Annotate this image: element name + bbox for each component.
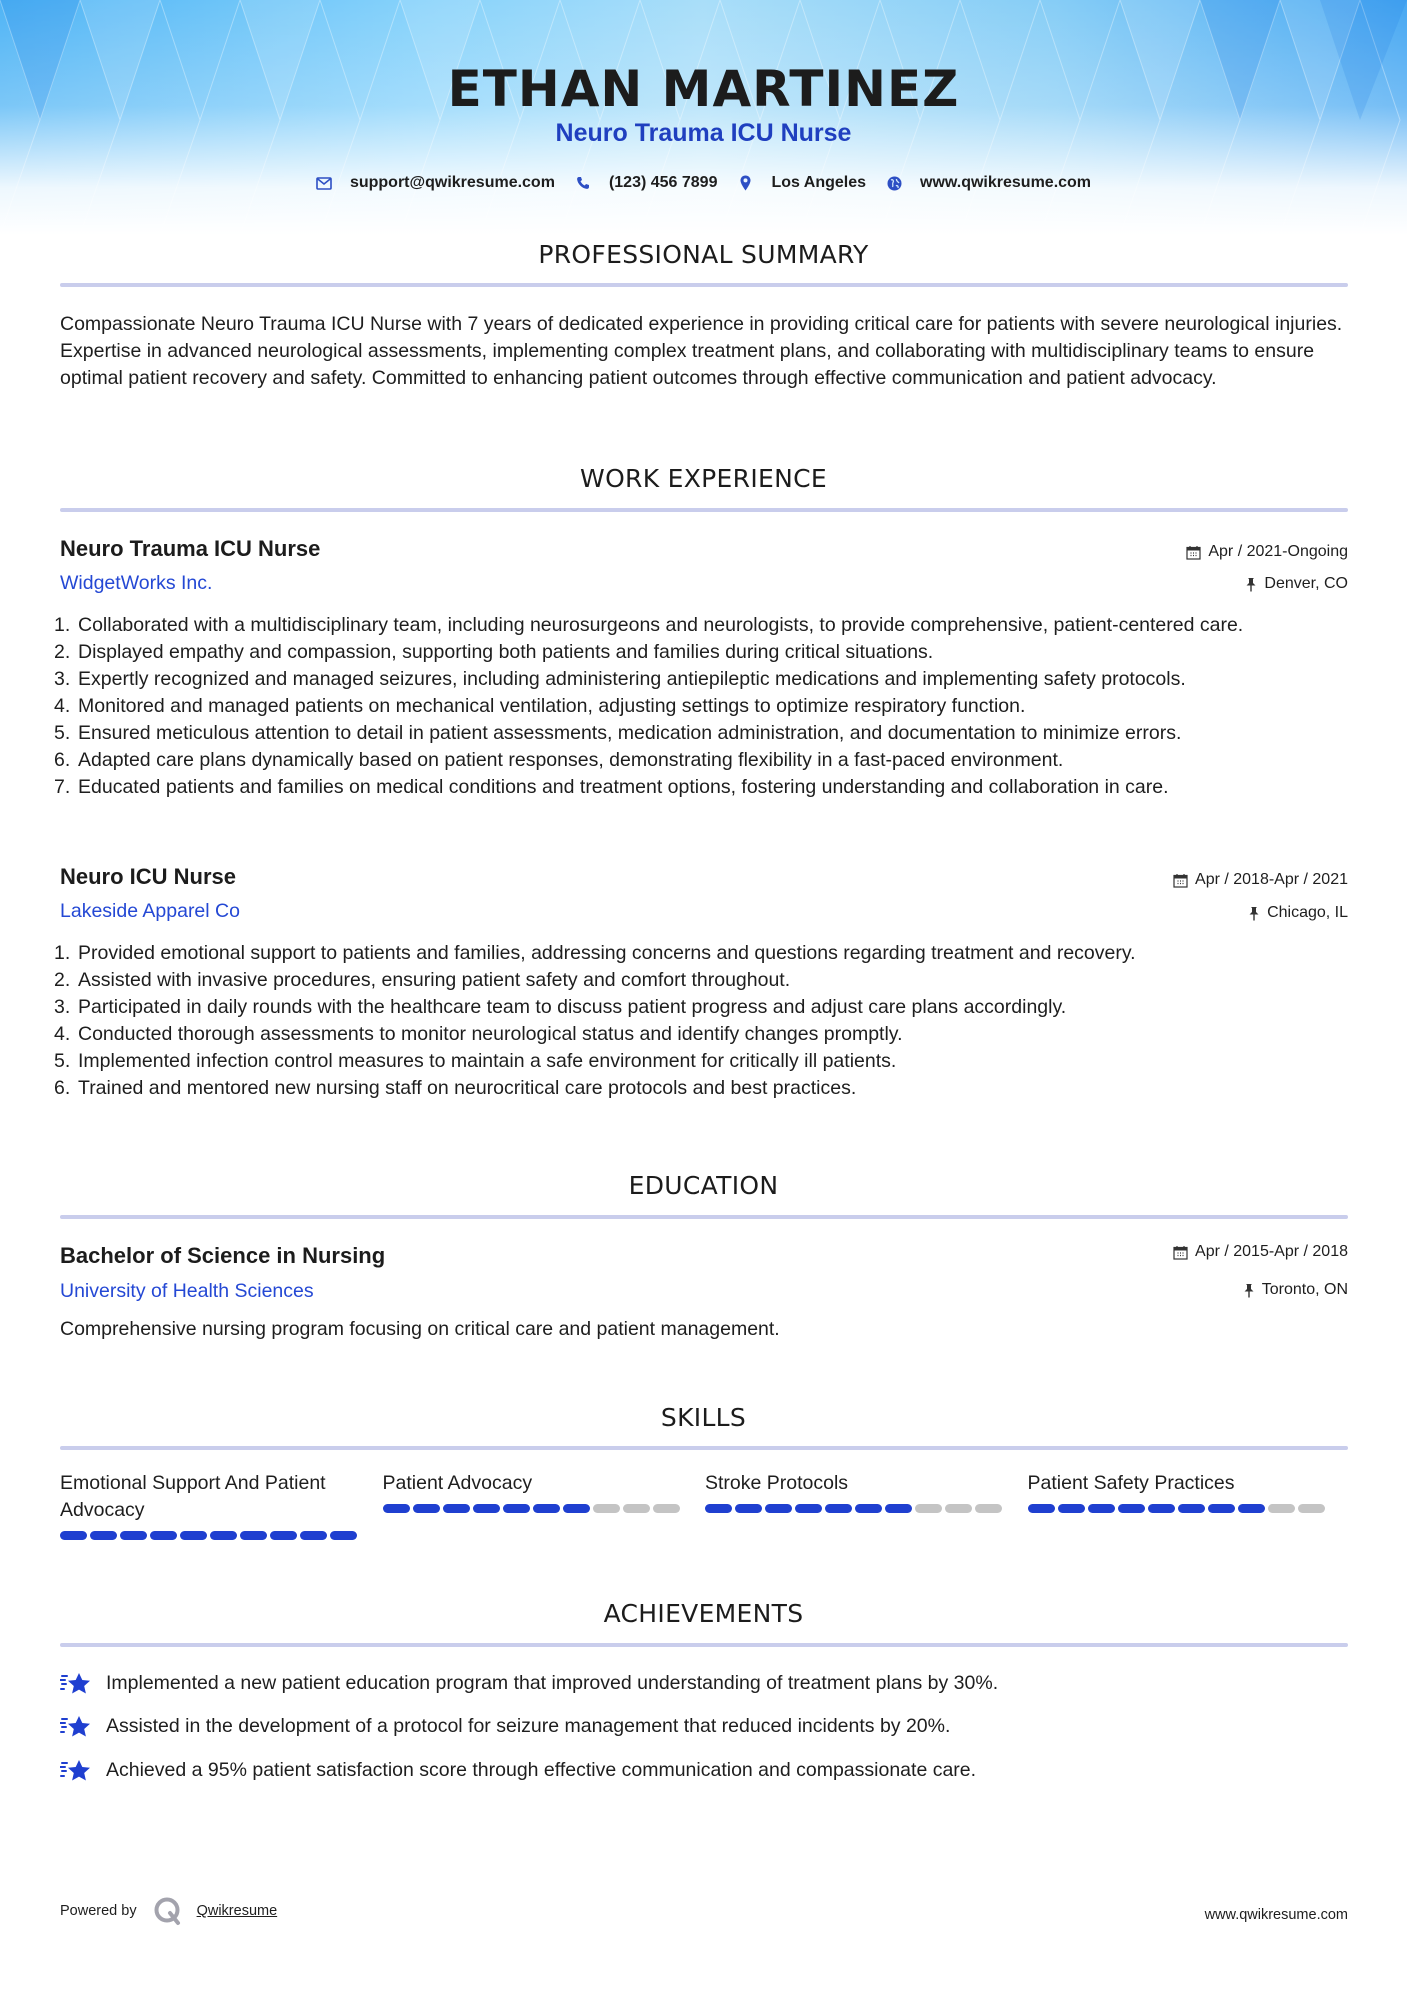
- skill-name: Patient Safety Practices: [1027, 1472, 1235, 1494]
- list-item: 1. Collaborated with a multidisciplinary team, including neurosurgeons and neurologists, to provide comprehensive, patient-centered care.: [54, 614, 1244, 636]
- skill-item: [60, 1470, 383, 1540]
- skill-segment-filled: [1208, 1504, 1235, 1513]
- skill-segment-filled: [90, 1531, 117, 1540]
- contact-website[interactable]: [886, 174, 1091, 192]
- skill-segment-filled: [1238, 1504, 1265, 1513]
- job-location-text: Denver, CO: [1264, 575, 1348, 592]
- phone-icon: [575, 175, 591, 191]
- skill-segment-filled: [383, 1504, 410, 1513]
- skill-level-bar: [705, 1504, 1028, 1513]
- skill-segment-empty: [653, 1504, 680, 1513]
- skill-item: [1028, 1470, 1351, 1540]
- achievement-item: [60, 1757, 976, 1783]
- skill-segment-filled: [855, 1504, 882, 1513]
- star-icon: [60, 1713, 92, 1739]
- skill-segment-filled: [1088, 1504, 1115, 1513]
- skill-segment-empty: [945, 1504, 972, 1513]
- skills-grid: [60, 1470, 1350, 1540]
- skill-segment-filled: [533, 1504, 560, 1513]
- skill-segment-filled: [60, 1531, 87, 1540]
- footer-powered-by: [60, 1896, 277, 1926]
- skill-segment-filled: [765, 1504, 792, 1513]
- job-dates: [1186, 543, 1348, 561]
- skill-name: Patient Advocacy: [382, 1472, 533, 1494]
- job-location: [1248, 904, 1348, 922]
- education-location: [1243, 1281, 1348, 1299]
- contact-bar: [0, 174, 1407, 192]
- section-divider: [60, 508, 1348, 512]
- education-description: Comprehensive nursing program focusing on critical care and patient management.: [60, 1318, 780, 1340]
- contact-website-text: www.qwikresume.com: [920, 174, 1092, 191]
- skill-segment-filled: [300, 1531, 327, 1540]
- calendar-icon: [1186, 545, 1201, 560]
- degree-title: Bachelor of Science in Nursing: [60, 1243, 386, 1268]
- skill-segment-filled: [150, 1531, 177, 1540]
- map-pin-icon: [737, 175, 753, 191]
- footer-url[interactable]: www.qwikresume.com: [1204, 1907, 1348, 1923]
- skill-segment-filled: [473, 1504, 500, 1513]
- calendar-icon: [1173, 873, 1188, 888]
- contact-location: [737, 174, 866, 192]
- calendar-icon: [1173, 1245, 1188, 1260]
- skill-level-bar: [60, 1531, 383, 1540]
- star-icon: [60, 1757, 92, 1783]
- skill-segment-empty: [915, 1504, 942, 1513]
- job-company: Lakeside Apparel Co: [60, 900, 240, 922]
- pushpin-icon: [1248, 906, 1260, 921]
- list-item: 6. Trained and mentored new nursing staff on neurocritical care protocols and best practices.: [54, 1077, 857, 1099]
- skill-segment-filled: [1058, 1504, 1085, 1513]
- pushpin-icon: [1243, 1283, 1255, 1298]
- job-company: WidgetWorks Inc.: [60, 572, 213, 594]
- job-dates-text: Apr / 2021-Ongoing: [1208, 543, 1348, 560]
- school-name: University of Health Sciences: [60, 1280, 314, 1302]
- list-item: 1. Provided emotional support to patients and families, addressing concerns and questions regarding treatment and recovery.: [54, 942, 1136, 964]
- skill-segment-filled: [1028, 1504, 1055, 1513]
- list-item: 2. Displayed empathy and compassion, supporting both patients and families during critical situations.: [54, 641, 934, 663]
- section-divider: [60, 1643, 1348, 1647]
- section-title-summary: PROFESSIONAL SUMMARY: [538, 240, 869, 269]
- skill-segment-filled: [563, 1504, 590, 1513]
- list-item: 3. Expertly recognized and managed seizures, including administering antiepileptic medications and implementing safety protocols.: [54, 668, 1186, 690]
- header-banner: [0, 0, 1407, 235]
- skill-segment-filled: [885, 1504, 912, 1513]
- skill-segment-empty: [975, 1504, 1002, 1513]
- skill-segment-filled: [240, 1531, 267, 1540]
- contact-email-text: support@qwikresume.com: [349, 174, 555, 191]
- job-title: Neuro ICU Nurse: [60, 864, 237, 889]
- skill-level-bar: [383, 1504, 706, 1513]
- skill-segment-filled: [735, 1504, 762, 1513]
- job-location-text: Chicago, IL: [1267, 904, 1348, 921]
- skill-segment-filled: [413, 1504, 440, 1513]
- section-title-education: EDUCATION: [628, 1171, 779, 1200]
- skill-segment-filled: [705, 1504, 732, 1513]
- skill-segment-filled: [1118, 1504, 1145, 1513]
- section-title-achievements: ACHIEVEMENTS: [603, 1599, 804, 1628]
- skill-segment-filled: [210, 1531, 237, 1540]
- globe-icon: [886, 175, 902, 191]
- section-title-experience: WORK EXPERIENCE: [580, 464, 827, 493]
- powered-by-label: Powered by: [60, 1903, 137, 1919]
- skill-segment-empty: [623, 1504, 650, 1513]
- list-item: 4. Monitored and managed patients on mechanical ventilation, adjusting settings to optimize respiratory function.: [54, 695, 1026, 717]
- section-title-skills: SKILLS: [660, 1403, 747, 1432]
- skill-name: Emotional Support And Patient Advocacy: [60, 1472, 326, 1521]
- list-item: 5. Implemented infection control measures to maintain a safe environment for critically ill patients.: [54, 1050, 897, 1072]
- section-divider: [60, 283, 1348, 287]
- list-item: 7. Educated patients and families on medical conditions and treatment options, fostering understanding and collaboration in care.: [54, 776, 1169, 798]
- skill-item: [383, 1470, 706, 1540]
- skill-segment-filled: [180, 1531, 207, 1540]
- education-location-text: Toronto, ON: [1261, 1281, 1348, 1298]
- achievement-text: Assisted in the development of a protocol for seizure management that reduced incidents by 20%.: [106, 1714, 951, 1737]
- contact-phone-text: (123) 456 7899: [608, 174, 718, 191]
- candidate-role: Neuro Trauma ICU Nurse: [555, 119, 852, 147]
- skill-item: [705, 1470, 1028, 1540]
- job-dates-text: Apr / 2018-Apr / 2021: [1195, 871, 1348, 888]
- list-item: 6. Adapted care plans dynamically based on patient responses, demonstrating flexibility in a fast-paced environment.: [54, 749, 1064, 771]
- achievement-item: [60, 1713, 950, 1739]
- achievement-text: Achieved a 95% patient satisfaction score through effective communication and compassionate care.: [106, 1758, 977, 1781]
- skill-segment-filled: [330, 1531, 357, 1540]
- summary-text: Compassionate Neuro Trauma ICU Nurse with 7 years of dedicated experience in providing critical care for patients with severe neurological injuries. Expertise in advanced neurological assessments, implementing complex treatment plans, and collaborating with multidisciplinary teams to ensure optimal patient recovery and safety. Committed to enhancing patient outcomes through effective communication and patient advocacy.: [60, 313, 1343, 389]
- list-item: 2. Assisted with invasive procedures, ensuring patient safety and comfort throughout.: [54, 969, 791, 991]
- job-title: Neuro Trauma ICU Nurse: [60, 536, 321, 561]
- contact-phone[interactable]: [575, 174, 718, 192]
- skill-segment-empty: [593, 1504, 620, 1513]
- skill-segment-filled: [120, 1531, 147, 1540]
- achievement-item: [60, 1670, 998, 1696]
- skill-segment-filled: [825, 1504, 852, 1513]
- list-item: 5. Ensured meticulous attention to detail in patient assessments, medication administration, and documentation to minimize errors.: [54, 722, 1182, 744]
- skill-segment-empty: [1298, 1504, 1325, 1513]
- contact-email[interactable]: [316, 174, 555, 192]
- education-dates-text: Apr / 2015-Apr / 2018: [1195, 1243, 1348, 1260]
- skill-segment-empty: [1268, 1504, 1295, 1513]
- skill-segment-filled: [795, 1504, 822, 1513]
- job-bullets: [54, 612, 1344, 801]
- section-divider: [60, 1215, 1348, 1219]
- job-dates: [1173, 871, 1348, 889]
- pushpin-icon: [1245, 577, 1257, 592]
- skill-segment-filled: [1178, 1504, 1205, 1513]
- qwikresume-logo-icon: [153, 1896, 183, 1926]
- qwikresume-link[interactable]: Qwikresume: [196, 1903, 278, 1919]
- list-item: 4. Conducted thorough assessments to monitor neurological status and identify changes promptly.: [54, 1023, 903, 1045]
- skill-level-bar: [1028, 1504, 1351, 1513]
- job-bullets: [54, 940, 1354, 1102]
- achievement-text: Implemented a new patient education program that improved understanding of treatment plans by 30%.: [106, 1671, 999, 1694]
- skill-segment-filled: [503, 1504, 530, 1513]
- section-divider: [60, 1446, 1348, 1450]
- envelope-icon: [316, 175, 332, 191]
- star-icon: [60, 1670, 92, 1696]
- skill-segment-filled: [1148, 1504, 1175, 1513]
- skill-name: Stroke Protocols: [705, 1472, 849, 1494]
- job-location: [1245, 575, 1348, 593]
- candidate-name: ETHAN MARTINEZ: [447, 60, 960, 118]
- contact-location-text: Los Angeles: [771, 174, 867, 191]
- skill-segment-filled: [270, 1531, 297, 1540]
- education-dates: [1173, 1243, 1348, 1261]
- list-item: 3. Participated in daily rounds with the healthcare team to discuss patient progress and adjust care plans accordingly.: [54, 996, 1067, 1018]
- skill-segment-filled: [443, 1504, 470, 1513]
